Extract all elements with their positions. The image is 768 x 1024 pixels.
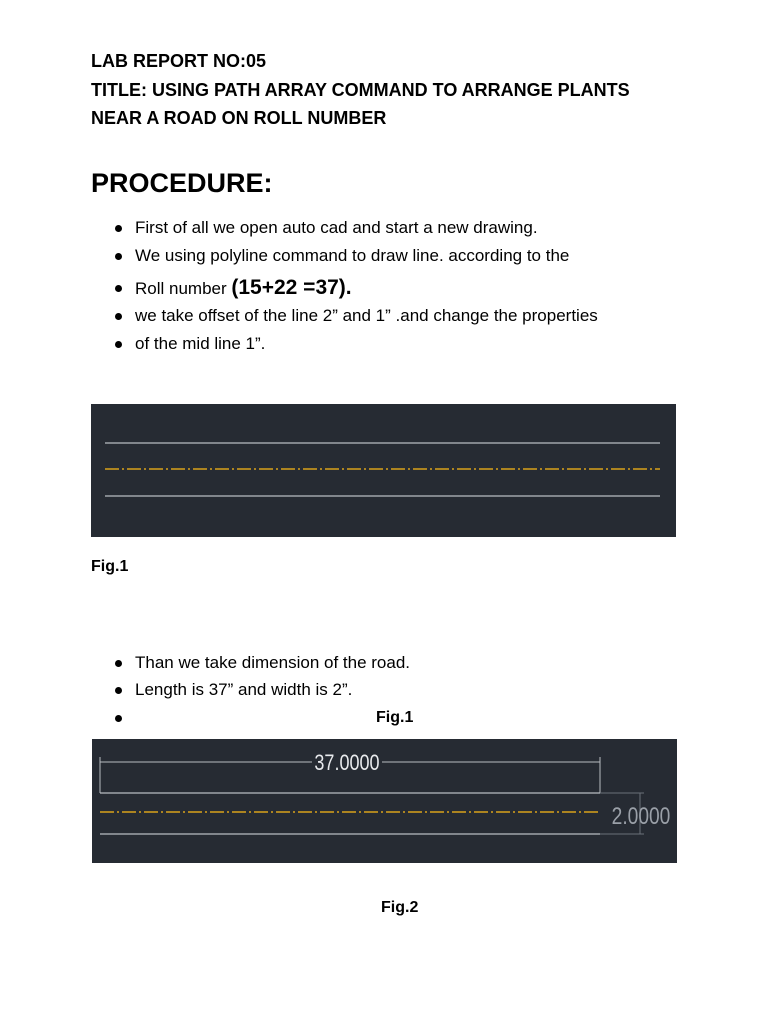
bullet-icon xyxy=(115,225,122,232)
bullet-icon xyxy=(115,285,122,292)
report-title-line2: NEAR A ROAD ON ROLL NUMBER xyxy=(91,108,387,128)
cad-screenshot-dimensions xyxy=(92,739,677,863)
list-item xyxy=(91,306,598,334)
step-text: We using polyline command to draw line. according to the xyxy=(135,246,570,265)
bullet-icon xyxy=(115,253,122,260)
inline-figure-caption: Fig.1 xyxy=(376,709,414,726)
list-item xyxy=(91,246,598,276)
bullet-icon xyxy=(115,341,122,348)
step-text: we take offset of the line 2” and 1” .and change the properties xyxy=(135,306,598,325)
bullet-icon xyxy=(115,660,122,667)
report-title-line1: TITLE: USING PATH ARRAY COMMAND TO ARRANGE PLANTS xyxy=(91,80,630,100)
list-item xyxy=(91,680,410,708)
list-item xyxy=(91,276,598,306)
dimension-list xyxy=(91,653,414,730)
step-text: of the mid line 1”. xyxy=(135,334,266,353)
step-text: First of all we open auto cad and start a new drawing. xyxy=(135,218,538,237)
bullet-icon xyxy=(115,313,122,320)
list-item xyxy=(91,334,598,362)
list-item xyxy=(91,708,414,730)
list-item xyxy=(91,218,598,246)
step-text: Roll number xyxy=(135,279,232,298)
cad-screenshot-road-lines xyxy=(91,404,676,537)
bullet-icon xyxy=(115,687,122,694)
step-text: Than we take dimension of the road. xyxy=(135,653,410,672)
road-lines-drawing xyxy=(91,404,676,537)
bullet-icon xyxy=(115,715,122,722)
dimension-drawing xyxy=(92,739,677,863)
procedure-heading: PROCEDURE: xyxy=(91,168,273,198)
width-dimension-text: 2.0000 xyxy=(611,801,671,830)
procedure-list xyxy=(91,218,598,362)
length-dimension-text: 37.0000 xyxy=(314,751,380,776)
list-item xyxy=(91,653,410,680)
report-number: LAB REPORT NO:05 xyxy=(91,51,267,71)
roll-number-formula: (15+22 =37). xyxy=(231,276,352,299)
figure-caption: Fig.2 xyxy=(381,899,419,916)
figure-caption: Fig.1 xyxy=(91,558,129,575)
step-text: Length is 37” and width is 2”. xyxy=(135,680,353,699)
